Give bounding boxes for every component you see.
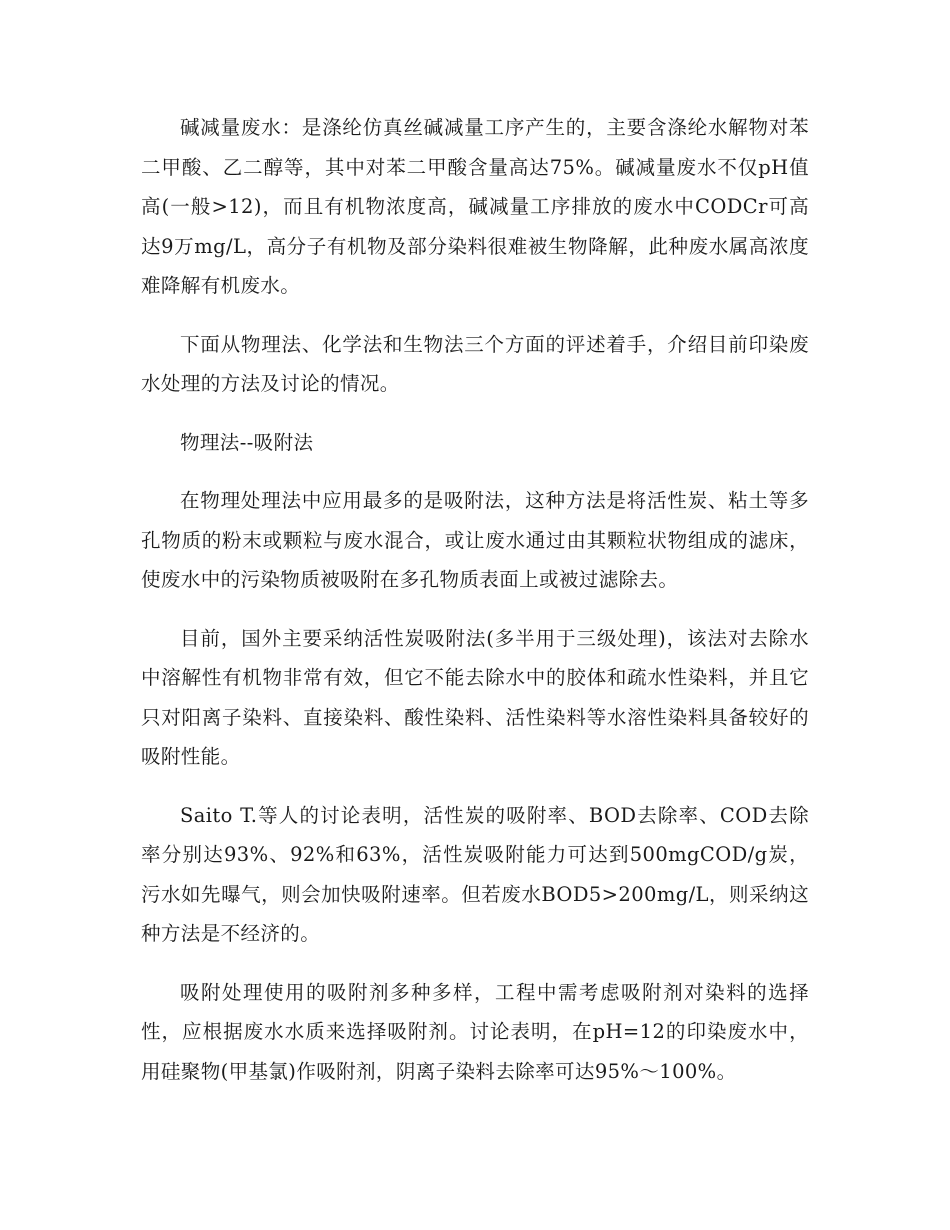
document-body (141, 108, 809, 1110)
paragraph-methods-intro: 下面从物理法、化学法和生物法三个方面的评述着手，介绍目前印染废水处理的方法及讨论的情况。 (141, 332, 809, 395)
section-heading-adsorption: 物理法--吸附法 (180, 430, 314, 454)
paragraph-alkali-wastewater: 碱减量废水：是涤纶仿真丝碱减量工序产生的，主要含涤纶水解物对苯二甲酸、乙二醇等，其中对苯二甲酸含量高达75%。碱减量废水不仅pH值高(一般>12)，而且有机物浓度高，碱减量工序排放的废水中CODCr可高达9万mg/L，高分子有机物及部分染料很难被生物降解，此种废水属高浓度难降解有机废水。 (141, 116, 809, 297)
paragraph-adsorbent-selection: 吸附处理使用的吸附剂多种多样，工程中需考虑吸附剂对染料的选择性，应根据废水水质来选择吸附剂。讨论表明，在pH=12的印染废水中，用硅聚物(甲基氯)作吸附剂，阴离子染料去除率可达95%～100%。 (141, 980, 809, 1083)
paragraph-adsorption-overview: 在物理处理法中应用最多的是吸附法，这种方法是将活性炭、粘土等多孔物质的粉末或颗粒与废水混合，或让废水通过由其颗粒状物组成的滤床，使废水中的污染物质被吸附在多孔物质表面上或被过滤除去。 (141, 489, 809, 591)
paragraph-saito-study: Saito T.等人的讨论表明，活性炭的吸附率、BOD去除率、COD去除率分别达93%、92%和63%，活性炭吸附能力可达到500mgCOD/g炭，污水如先曝气，则会加快吸附速率。但若废水BOD5>200mg/L，则采纳这种方法是不经济的。 (141, 803, 809, 945)
paragraph-activated-carbon: 目前，国外主要采纳活性炭吸附法(多半用于三级处理)，该法对去除水中溶解性有机物非常有效，但它不能去除水中的胶体和疏水性染料，并且它只对阳离子染料、直接染料、酸性染料、活性染料等水溶性染料具备较好的吸附性能。 (141, 626, 809, 768)
